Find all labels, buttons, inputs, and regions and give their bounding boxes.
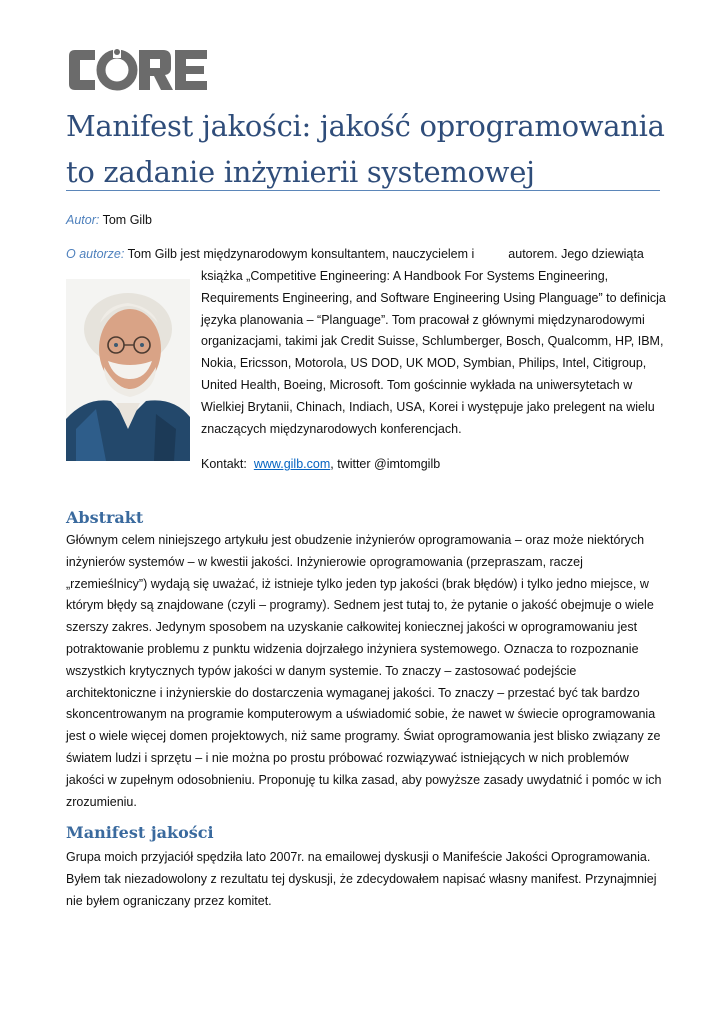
author-name: Tom Gilb (102, 213, 152, 227)
bio-paragraph: książka „Competitive Engineering: A Handbook For Systems Engineering, Requirements Engineering, and Software Engineering Using Planguage” to definicja języka planowania – “Planguage”. Tom pracował z głównymi międzynarodowymi organizacjami, takimi jak Credit Suisse, Schlumberger, Bosch, Qualcomm, HP, IBM, Nokia, Ericsson, Motorola, US DOD, UK MOD, Symbian, Philips, Intel, Citigroup, United Health, Boeing, Microsoft. Tom gościnnie wykłada na uniwersytetach w Wielkiej Brytanii, Chinach, Indiach, USA, Korei i występuje jako prelegent na wielu znaczących międzynarodowych konferencjach. (201, 269, 666, 436)
article-title: Manifest jakości: jakość oprogramowania to zadanie inżynierii systemowej (66, 109, 665, 189)
contact-line (201, 454, 440, 476)
author-label: Autor: (66, 213, 100, 227)
abstract-heading: Abstrakt (66, 508, 144, 527)
manifest-heading: Manifest jakości (66, 823, 214, 842)
contact-label: Kontakt: (201, 457, 247, 471)
core-logo (67, 46, 209, 94)
author-line (66, 210, 152, 232)
bio-label: O autorze: (66, 247, 125, 261)
bio-first-line (66, 244, 666, 266)
bio-text-start: Tom Gilb jest międzynarodowym konsultantem, nauczycielem i (127, 247, 475, 261)
manifest-paragraph: Grupa moich przyjaciół spędziła lato 2007r. na emailowej dyskusji o Manifeście Jakości Oprogramowania. Byłem tak niezadowolony z rezultatu tej dyskusji, że zdecydowałem napisać własny manifest. Przynajmniej nie byłem ograniczany przez komitet. (66, 850, 657, 908)
website-link[interactable]: www.gilb.com (253, 457, 331, 471)
contact-twitter: , twitter @imtomgilb (330, 457, 441, 471)
title-divider (66, 190, 660, 191)
author-photo (66, 279, 190, 461)
abstract-paragraph: Głównym celem niniejszego artykułu jest obudzenie inżynierów oprogramowania – oraz może niektórych inżynierów systemów – w kwestii jakości. Inżynierowie oprogramowania (przepraszam, raczej „rzemieślnicy”) wydają się uważać, iż istnieje tylko jeden typ jakości (brak błędów) i tylko jedno miejsce, w którym błędy są znajdowane (czyli – programy). Sednem jest tutaj to, że pytanie o jakość obejmuje o wiele szerszy zakres. Jedynym sposobem na uzyskanie całkowitej koniecznej jakości w oprogramowaniu jest potraktowanie problemu z punktu widzenia dojrzałego inżyniera systemowego. Oznacza to rozpoznanie wszystkich krytycznych typów jakości w danym systemie. To znaczy – zastosować podejście architektoniczne i inżynierskie do dostarczenia wymaganej jakości. To znaczy – przestać być tak bardzo skoncentrowanym na programie komputerowym a uświadomić sobie, że nawet w świecie oprogramowania jest o wiele więcej domen projektowych, niż same programy. Świat oprogramowania jest blisko związany ze światem ludzi i sprzętu – i nie można po prostu próbować rozwiązywać istniejących w nich problemów jakości w zupełnym odosobnieniu. Proponuję tu kilka zasad, aby powyższe zasady uwydatnić i pomóc w ich zrozumieniu. (66, 533, 662, 809)
bio-text-continued: autorem. Jego dziewiąta (508, 247, 644, 261)
